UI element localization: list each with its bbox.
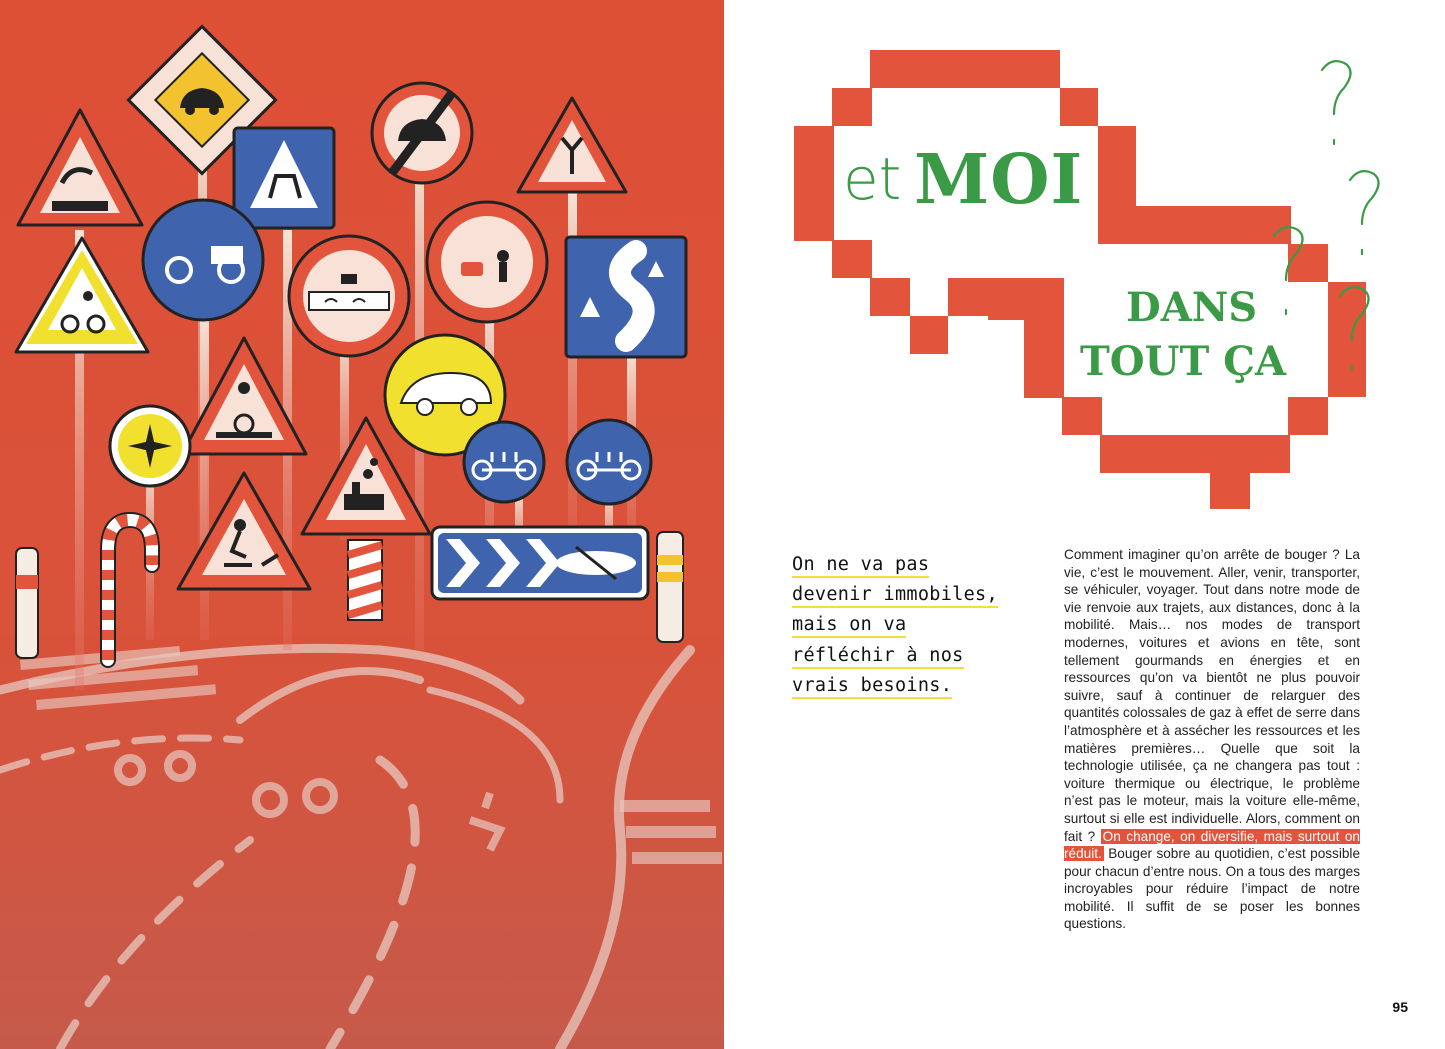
cargo-bike-round-sign [143, 200, 263, 320]
title-speech-bubble [780, 40, 1420, 520]
no-overtaking-round-sign [427, 202, 547, 322]
title-tout-ca: TOUT ÇA [1080, 338, 1287, 385]
body-text-intro: Comment imaginer qu’on arrête de bouger ? La vie, c’est le mouvement. Aller, venir, transporter, se véhiculer, voyager. Tout dans notre mode de vie renvoie aux trajets, aux distances, donc à la mobilité. Mais… nos modes de transport modernes, voitures et avions en tête, sont tellement gourmands en énergies et en ressources qu’on va bientôt ne plus pouvoir suivre, sauf à continuer de relarguer des quantités colossales de gaz à effet de serre dans l’atmosphère et à assécher les ressources et les matières premières… Quelle que soit la technologie utilisée, ça ne changera pas tout : voiture thermique ou électrique, le problème n’est pas le moteur, mais la voiture elle-même, surtout si elle est individuelle. Alors, comment on fait ? [1064, 547, 1360, 844]
no-cars-sign [372, 83, 472, 183]
tandem-bike-round-sign [464, 422, 544, 502]
winding-road-square-sign [566, 237, 686, 357]
pull-quote-line: réfléchir à nos [792, 646, 964, 669]
striped-post [348, 540, 382, 620]
mirror-round-sign [289, 236, 409, 356]
body-text-conclusion: Bouger sobre au quotidien, c’est possible pour chacun d’entre nous. On a tous des marges incroyables pour réduire l’impact de notre mobilité. Il suffit de se poser les bonnes questions. [1064, 846, 1361, 932]
title-et: et [843, 145, 902, 213]
compass-round-sign [110, 406, 190, 486]
pull-quote [792, 552, 1052, 703]
title-moi: MOI [914, 140, 1084, 220]
body-paragraph [1064, 546, 1360, 933]
animal-crossing-square-sign [234, 128, 334, 228]
pull-quote-line: mais on va [792, 615, 906, 638]
title-dans: DANS [1126, 284, 1258, 331]
chevron-kayak-sign [432, 527, 648, 599]
pull-quote-line: On ne va pas [792, 555, 929, 578]
pull-quote-line: vrais besoins. [792, 676, 952, 699]
pull-quote-line: devenir immobiles, [792, 585, 998, 608]
tandem-bike-round-sign-2 [567, 420, 651, 504]
page-number: 95 [1392, 999, 1408, 1015]
highlighted-sentence: On change, on diversifie, mais surtout on réduit. [1064, 828, 1360, 862]
